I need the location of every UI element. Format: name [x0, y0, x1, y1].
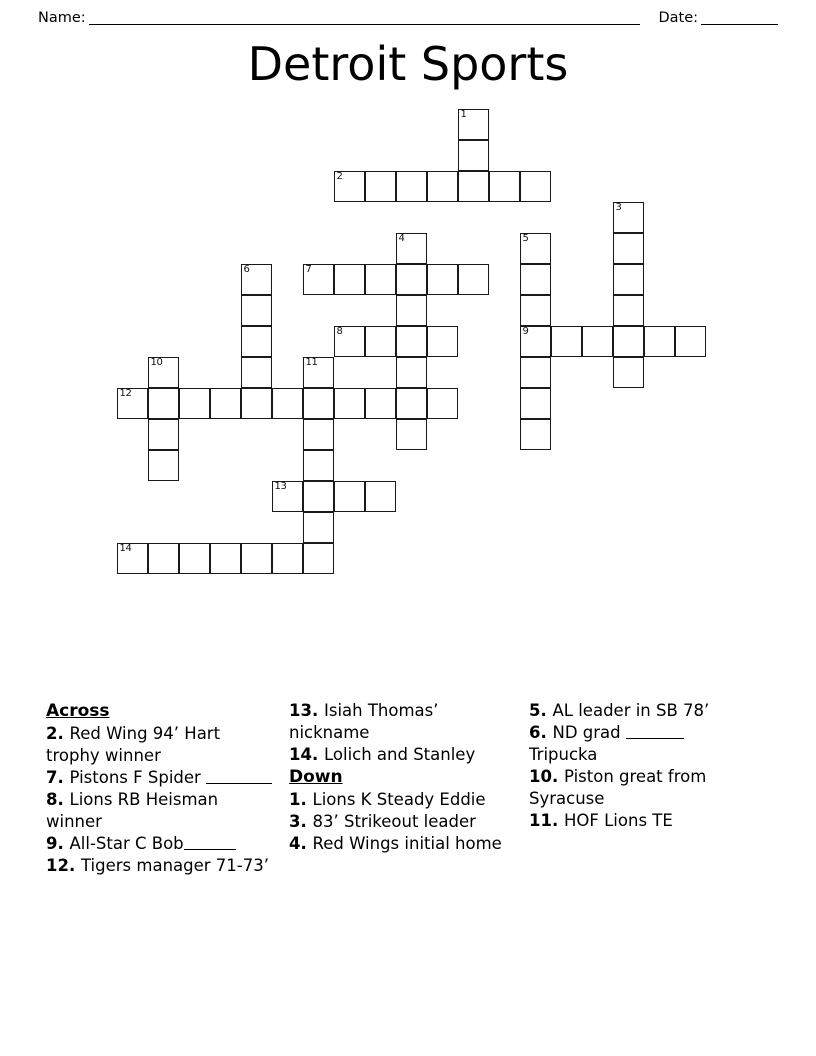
grid-cell[interactable]	[396, 419, 427, 450]
grid-cell[interactable]	[272, 481, 303, 512]
grid-cell[interactable]	[303, 450, 334, 481]
grid-cell[interactable]	[241, 357, 272, 388]
grid-cell[interactable]	[210, 543, 241, 574]
clue-text: Red Wing 94’ Hart trophy winner	[46, 724, 221, 765]
grid-cell[interactable]	[334, 388, 365, 419]
cell-number: 11	[305, 357, 318, 368]
clue-across-12	[46, 855, 275, 877]
cell-number: 10	[150, 357, 163, 368]
grid-cell[interactable]	[427, 171, 458, 202]
blank-underline	[184, 834, 236, 850]
grid-cell[interactable]	[396, 295, 427, 326]
grid-cell[interactable]	[396, 388, 427, 419]
grid-cell[interactable]	[551, 326, 582, 357]
grid-cell[interactable]	[520, 419, 551, 450]
grid-cell[interactable]	[520, 326, 551, 357]
clue-number: 4.	[289, 834, 313, 853]
grid-cell[interactable]	[148, 543, 179, 574]
grid-cell[interactable]	[489, 171, 520, 202]
clue-text: HOF Lions TE	[563, 811, 673, 830]
grid-cell[interactable]	[365, 388, 396, 419]
clue-column-1	[46, 700, 289, 877]
clue-number: 9.	[46, 834, 70, 853]
cell-number: 5	[522, 233, 529, 244]
page-title: Detroit Sports	[247, 37, 569, 91]
grid-cell[interactable]	[520, 357, 551, 388]
clue-text: Red Wings initial home	[312, 834, 502, 853]
grid-cell[interactable]	[458, 140, 489, 171]
grid-cell[interactable]	[644, 326, 675, 357]
grid-cell[interactable]	[303, 357, 334, 388]
grid-cell[interactable]	[303, 512, 334, 543]
grid-cell[interactable]	[148, 357, 179, 388]
clue-list	[46, 700, 776, 877]
clue-number: 11.	[529, 811, 564, 830]
clue-number: 5.	[529, 701, 553, 720]
across-heading: Across	[46, 701, 110, 721]
clue-text: Piston great from Syracuse	[529, 767, 707, 808]
grid-cell[interactable]	[582, 326, 613, 357]
clue-number: 14.	[289, 745, 324, 764]
grid-cell[interactable]	[303, 419, 334, 450]
grid-cell[interactable]	[272, 543, 303, 574]
grid-cell[interactable]	[117, 388, 148, 419]
grid-cell[interactable]	[365, 264, 396, 295]
grid-cell[interactable]	[458, 109, 489, 140]
clue-number: 13.	[289, 701, 324, 720]
grid-cell[interactable]	[613, 326, 644, 357]
clue-number: 3.	[289, 812, 313, 831]
grid-cell[interactable]	[396, 233, 427, 264]
clue-number: 6.	[529, 723, 553, 742]
grid-cell[interactable]	[148, 450, 179, 481]
grid-cell[interactable]	[334, 326, 365, 357]
grid-cell[interactable]	[303, 543, 334, 574]
grid-cell[interactable]	[241, 295, 272, 326]
cell-number: 6	[243, 264, 250, 275]
grid-cell[interactable]	[427, 326, 458, 357]
grid-cell[interactable]	[520, 171, 551, 202]
grid-cell[interactable]	[613, 295, 644, 326]
clue-across-2	[46, 723, 275, 767]
cell-number: 12	[119, 388, 132, 399]
clue-down-1	[289, 789, 515, 811]
grid-cell[interactable]	[396, 264, 427, 295]
clue-number: 1.	[289, 790, 313, 809]
grid-cell[interactable]	[520, 233, 551, 264]
grid-cell[interactable]	[613, 357, 644, 388]
grid-cell[interactable]	[303, 481, 334, 512]
date-label: Date:	[658, 10, 698, 26]
clue-text: AL leader in SB 78’	[552, 701, 710, 720]
grid-cell[interactable]	[396, 326, 427, 357]
clue-text: Tigers manager 71-73’	[80, 856, 269, 875]
down-heading: Down	[289, 767, 343, 787]
grid-cell[interactable]	[334, 481, 365, 512]
grid-cell[interactable]	[427, 264, 458, 295]
clue-across-9	[46, 833, 275, 855]
name-label: Name:	[38, 10, 86, 26]
grid-cell[interactable]	[334, 264, 365, 295]
clue-across-7	[46, 767, 275, 789]
clue-column-3	[529, 700, 769, 832]
grid-cell[interactable]	[458, 171, 489, 202]
grid-cell[interactable]	[365, 326, 396, 357]
clue-number: 2.	[46, 724, 70, 743]
grid-cell[interactable]	[675, 326, 706, 357]
cell-number: 8	[336, 326, 343, 337]
cell-number: 3	[615, 202, 622, 213]
grid-cell[interactable]	[272, 388, 303, 419]
clue-across-13	[289, 700, 515, 744]
blank-underline	[626, 723, 684, 739]
cell-number: 1	[460, 109, 467, 120]
grid-cell[interactable]	[179, 388, 210, 419]
clue-number: 7.	[46, 768, 70, 787]
grid-cell[interactable]	[396, 357, 427, 388]
cell-number: 4	[398, 233, 405, 244]
clue-column-2	[289, 700, 529, 855]
grid-cell[interactable]	[241, 264, 272, 295]
clue-down-5	[529, 700, 755, 722]
clue-down-11	[529, 810, 755, 832]
grid-cell[interactable]	[241, 388, 272, 419]
grid-cell[interactable]	[365, 171, 396, 202]
cell-number: 13	[274, 481, 287, 492]
grid-cell[interactable]	[303, 388, 334, 419]
grid-cell[interactable]	[396, 171, 427, 202]
clue-number: 10.	[529, 767, 564, 786]
grid-cell[interactable]	[117, 543, 148, 574]
grid-cell[interactable]	[148, 388, 179, 419]
clue-across-8	[46, 789, 275, 833]
grid-cell[interactable]	[613, 202, 644, 233]
grid-cell[interactable]	[520, 264, 551, 295]
grid-cell[interactable]	[613, 233, 644, 264]
grid-cell[interactable]	[241, 326, 272, 357]
grid-cell[interactable]	[334, 171, 365, 202]
grid-cell[interactable]	[458, 264, 489, 295]
clue-down-10	[529, 766, 755, 810]
clue-text: Pistons F Spider	[69, 768, 201, 787]
clue-text: Lions RB Heisman winner	[46, 790, 219, 831]
grid-cell[interactable]	[365, 481, 396, 512]
clue-text: Isiah Thomas’ nickname	[289, 701, 439, 742]
clue-text: Lolich and Stanley	[323, 745, 476, 764]
grid-cell[interactable]	[148, 419, 179, 450]
clue-down-4	[289, 833, 515, 855]
clue-down-6	[529, 722, 755, 766]
blank-underline	[206, 768, 272, 784]
grid-cell[interactable]	[210, 388, 241, 419]
clue-text: 83’ Strikeout leader	[312, 812, 476, 831]
clue-number: 8.	[46, 790, 70, 809]
cell-number: 14	[119, 543, 132, 554]
grid-cell[interactable]	[520, 388, 551, 419]
clue-number: 12.	[46, 856, 81, 875]
clue-text: Lions K Steady Eddie	[312, 790, 486, 809]
grid-cell[interactable]	[520, 295, 551, 326]
cell-number: 2	[336, 171, 343, 182]
clue-text: ND grad Tripucka	[529, 723, 684, 764]
grid-cell[interactable]	[241, 543, 272, 574]
cell-number: 9	[522, 326, 529, 337]
clue-down-3	[289, 811, 515, 833]
grid-cell[interactable]	[427, 388, 458, 419]
clue-text: All-Star C Bob	[69, 834, 184, 853]
clue-across-14	[289, 744, 515, 766]
cell-number: 7	[305, 264, 312, 275]
grid-cell[interactable]	[613, 264, 644, 295]
grid-cell[interactable]	[179, 543, 210, 574]
grid-cell[interactable]	[303, 264, 334, 295]
